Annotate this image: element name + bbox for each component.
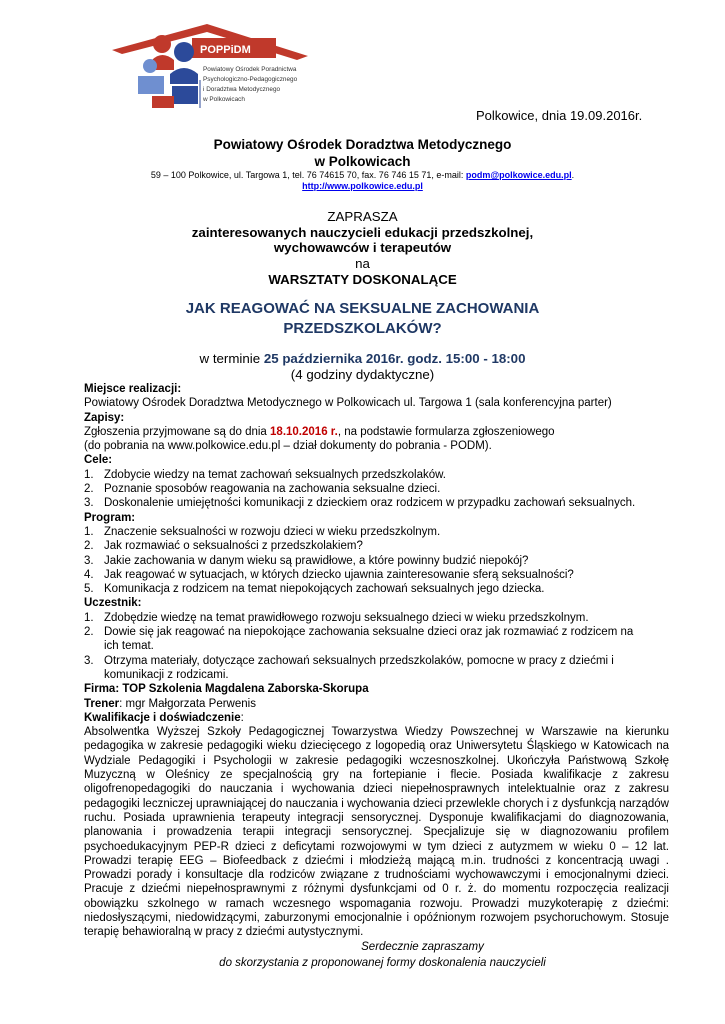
document-body	[84, 382, 669, 940]
firm-line: Firma: TOP Szkolenia Magdalena Zaborska-Skorupa	[84, 683, 369, 696]
logo-line-1: Powiatowy Ośrodek Poradnictwa	[203, 66, 297, 73]
place-heading: Miejsce realizacji:	[84, 383, 182, 395]
item-number: 4.	[84, 568, 94, 581]
goals-list	[84, 468, 669, 511]
website-link[interactable]: http://www.polkowice.edu.pl	[302, 181, 423, 191]
item-number: 3.	[84, 497, 94, 510]
goals-heading: Cele:	[84, 454, 113, 467]
email-link[interactable]: podm@polkowice.edu.pl	[465, 170, 572, 180]
item-text: Komunikacja z rodzicem na temat niepokojących zachowań seksualnych jego dziecka.	[104, 583, 545, 596]
item-number: 3.	[84, 554, 94, 567]
trainer-value: : mgr Małgorzata Perwenis	[119, 697, 256, 710]
item-text: Dowie się jak reagować na niepokojące zachowania seksualne dzieci oraz jak rozmawiać z rodzicem na ich temat.	[104, 626, 634, 653]
program-heading: Program:	[84, 511, 136, 524]
invite-line-3: wychowawców i terapeutów	[273, 240, 452, 255]
item-text: Zdobycie wiedzy na temat zachowań seksualnych przedszkolaków.	[104, 468, 446, 481]
item-number: 2.	[84, 626, 94, 639]
logo-caption	[203, 65, 313, 105]
workshop-title-line-2: PRZEDSZKOLAKÓW?	[283, 320, 442, 337]
trainer-line	[84, 697, 669, 711]
list-item	[84, 482, 669, 496]
item-number: 5.	[84, 583, 94, 596]
signup-deadline: 18.10.2016 r.	[270, 425, 338, 438]
signup-line-2: (do pobrania na www.polkowice.edu.pl – dział dokumenty do pobrania - PODM).	[84, 440, 492, 453]
closing-line-1: Serdecznie zapraszamy	[361, 941, 484, 953]
term-datetime: 25 października 2016r. godz. 15:00 - 18:00	[263, 351, 526, 366]
term-hours: (4 godziny dydaktyczne)	[290, 367, 435, 382]
workshop-title-line-1: JAK REAGOWAĆ NA SEKSUALNE ZACHOWANIA	[185, 300, 540, 317]
item-text: Doskonalenie umiejętności komunikacji z dzieckiem oraz rodzicem w przypadku zachowań seksualnych.	[104, 497, 636, 510]
item-number: 1.	[84, 525, 94, 538]
item-number: 1.	[84, 611, 94, 624]
item-text: Poznanie sposobów reagowania na zachowania seksualne dzieci.	[104, 483, 441, 496]
item-text: Jak reagować w sytuacjach, w których dziecko ujawnia zainteresowanie sferą seksualności?	[104, 568, 574, 581]
list-item	[84, 554, 669, 568]
org-city: w Polkowicach	[314, 154, 411, 169]
logo-line-4: w Polkowicach	[203, 96, 245, 103]
place-text: Powiatowy Ośrodek Doradztwa Metodycznego w Polkowicach ul. Targowa 1 (sala konferencyjna parter)	[84, 397, 612, 410]
item-number: 2.	[84, 540, 94, 553]
invite-line-4: na	[355, 256, 370, 271]
org-website	[0, 181, 725, 191]
item-number: 3.	[84, 654, 94, 667]
logo-line-2: Psychologiczno-Pedagogicznego	[203, 76, 298, 83]
document-date: Polkowice, dnia 19.09.2016r.	[476, 108, 643, 123]
list-item	[84, 525, 669, 539]
logo-badge-text: POPPiDM	[200, 44, 251, 56]
list-item	[84, 611, 669, 625]
item-number: 1.	[84, 468, 94, 481]
list-item	[84, 654, 669, 683]
item-text: Zdobędzie wiedzę na temat prawidłowego rozwoju seksualnego dzieci w wieku przedszkolnym.	[104, 611, 589, 624]
closing-line-2: do skorzystania z proponowanej formy doskonalenia nauczycieli	[219, 957, 546, 969]
list-item	[84, 468, 669, 482]
program-list	[84, 525, 669, 596]
participant-heading: Uczestnik:	[84, 597, 142, 610]
list-item	[84, 539, 669, 553]
trainer-label: Trener	[84, 697, 120, 710]
invite-line-1: ZAPRASZA	[327, 209, 398, 224]
org-address	[0, 170, 725, 180]
item-text: Jakie zachowania w danym wieku są prawidłowe, a które powinny budzić niepokój?	[104, 554, 529, 567]
logo-line-3: i Doradztwa Metodycznego	[203, 86, 281, 93]
qualifications-colon: :	[240, 711, 244, 724]
invite-line-2: zainteresowanych nauczycieli edukacji przedszkolnej,	[191, 225, 534, 240]
signup-line-1	[84, 425, 669, 439]
term-line	[0, 351, 725, 366]
list-item	[84, 625, 669, 654]
item-text: Otrzyma materiały, dotyczące zachowań seksualnych przedszkolaków, pomocne w pracy z dziećmi i komunikacji z rodzicami.	[104, 654, 614, 681]
address-end: .	[571, 170, 575, 180]
signup-pre: Zgłoszenia przyjmowane są do dnia	[84, 425, 271, 438]
item-text: Jak rozmawiać o seksualności z przedszkolakiem?	[104, 540, 363, 553]
signup-post: , na podstawie formularza zgłoszeniowego	[337, 425, 555, 438]
item-text: Znaczenie seksualności w rozwoju dzieci w wieku przedszkolnym.	[104, 525, 441, 538]
qualifications-heading	[84, 711, 669, 725]
signup-heading: Zapisy:	[84, 411, 125, 424]
qualifications-heading-text: Kwalifikacje i doświadczenie	[84, 711, 241, 724]
participant-list	[84, 611, 669, 682]
qualifications-text: Absolwentka Wyższej Szkoły Pedagogicznej Towarzystwa Wiedzy Powszechnej w Warszawie na kierunku pedagogika w zakresie pedagogiki wieku dziecięcego z logopedią oraz Uniwersytetu Śląskiego w Katowicach na Wydziale Pedagogiki i Psychologii w zakresie pedagogiki wczesnoszkolnej. Ukończyła Państwową Szkołę Muzyczną w Oleśnicy ze specjalnością gry na fortepianie i flecie. Posiada kwalifikacje z zakresu oligofrenopedagogiki do nauczania i wychowania dzieci niepełnosprawnych intelektualnie oraz z zakresu pedagogiki leczniczej uprawniającej do nauczania i wychowania dzieci przewlekle chorych i z dysfunkcją narządów ruchu. Posiada uprawnienia terapeuty integracji sensorycznej. Dysponuje kwalifikacjami do diagnozowania, planowania i prowadzenia terapii integracji sensorycznej. Specjalizuje się w diagnozowaniu profilem psychoedukacyjnym PEP-R dzieci z deficytami rozwojowymi w tym dzieci z autyzmem w wieku 0 – 12 lat. Prowadzi terapię EEG – Biofeedback z dziećmi i młodzieżą mającą m.in. trudności z koncentracją uwagi . Prowadzi porady i konsultacje dla rodziców związane z trudnościami wychowawczymi i emocjonalnymi dzieci. Pracuje z dziećmi niepełnosprawnymi z różnymi dysfunkcjami od 0 r. ż. do momentu rozpoczęcia realizacji obowiązku szkolnego w ramach wczesnego wspomagania rozwoju. Prowadzi muzykoterapię z dziećmi: niedosłyszącymi, niedowidzącymi, zaburzonymi emocjonalnie i opóźnionym rozwojem psychoruchowym. Stosuje terapię behawioralną w pracy z dziećmi autystycznymi.	[84, 726, 669, 939]
invite-line-5: WARSZTATY DOSKONALĄCE	[268, 272, 457, 287]
term-prefix: w terminie	[199, 351, 264, 366]
org-name: Powiatowy Ośrodek Doradztwa Metodycznego	[213, 137, 512, 152]
list-item	[84, 582, 669, 596]
list-item	[84, 496, 669, 510]
item-number: 2.	[84, 483, 94, 496]
address-text: 59 – 100 Polkowice, ul. Targowa 1, tel. 76 74615 70, fax. 76 746 15 71, e-mail:	[150, 170, 466, 180]
list-item	[84, 568, 669, 582]
